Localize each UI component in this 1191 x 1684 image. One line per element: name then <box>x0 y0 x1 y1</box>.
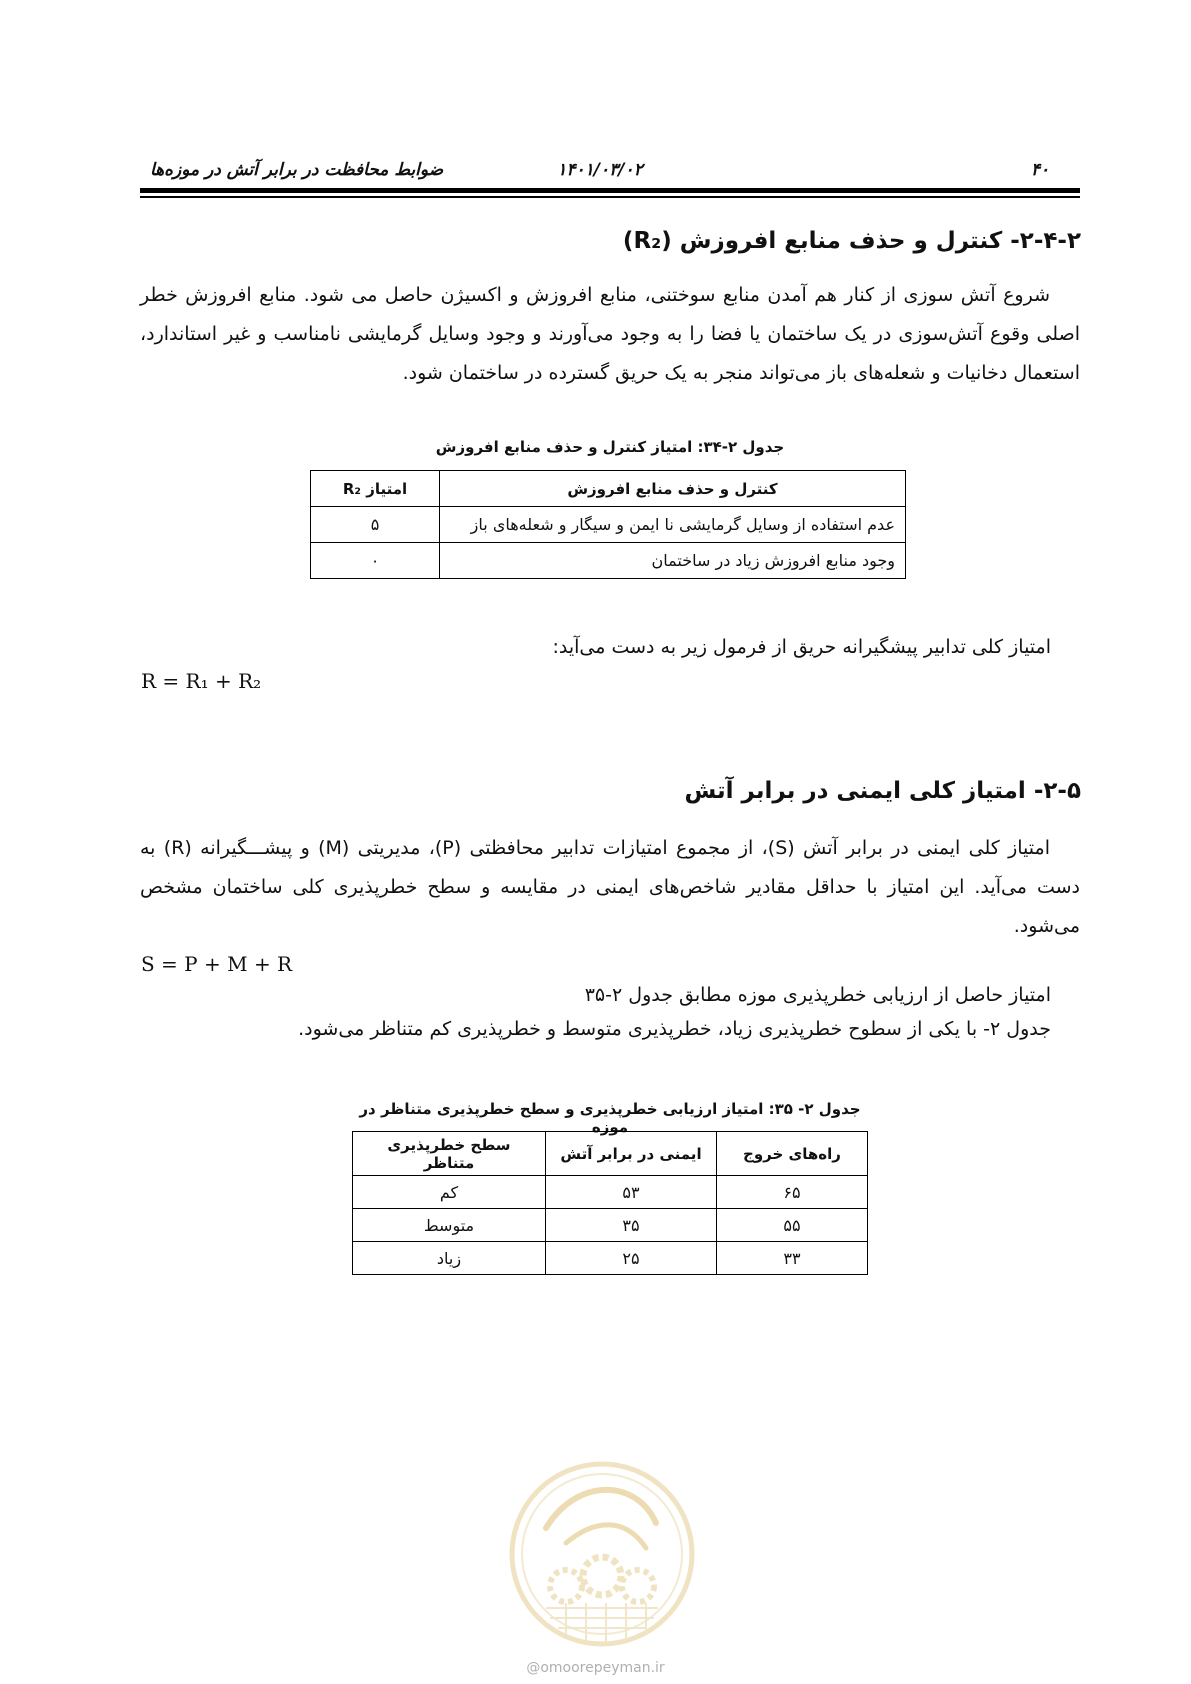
table-cell: ۳۳ <box>717 1242 868 1275</box>
table-header-cell: ایمنی در برابر آتش <box>546 1132 717 1176</box>
table-row <box>353 1176 868 1209</box>
table-cell: وجود منابع افروزش زیاد در ساختمان <box>440 543 906 579</box>
table-header-cell: سطح خطرپذیری متناظر <box>353 1132 546 1176</box>
table-cell: ۲۵ <box>546 1242 717 1275</box>
table-cell: ۶۵ <box>717 1176 868 1209</box>
header-date: ۱۴۰۱/۰۳/۰۲ <box>557 160 643 180</box>
seal-icon <box>506 1458 698 1650</box>
section-heading-r2: ۲-۴-۲- کنترل و حذف منابع افروزش (R₂) <box>622 228 1081 254</box>
table-cell: ۵۳ <box>546 1176 717 1209</box>
table-row <box>311 507 906 543</box>
table-35-caption: جدول ۲- ۳۵: امتیاز ارزیابی خطرپذیری و سطح خطرپذیری متناظر در موزه <box>359 1100 861 1136</box>
table-cell: ۵ <box>311 507 440 543</box>
table-header-row <box>353 1132 868 1176</box>
header-doc-title: ضوابط محافظت در برابر آتش در موزه‌ها <box>150 160 444 180</box>
watermark-logo <box>506 1458 698 1650</box>
site-url: @omoorepeyman.ir <box>526 1660 665 1676</box>
table-34-caption: جدول ۲-۳۴: امتیاز کنترل و حذف منابع افروزش <box>435 438 785 456</box>
table-header-cell: راه‌های خروج <box>717 1132 868 1176</box>
formula-r-intro: امتیاز کلی تدابیر پیشگیرانه حریق از فرمول زیر به دست می‌آید: <box>552 636 1051 658</box>
table-cell: متوسط <box>353 1209 546 1242</box>
header-rule-thick <box>140 188 1080 193</box>
paragraph-r2: شروع آتش سوزی از کنار هم آمدن منابع سوختنی، منابع افروزش و اکسیژن حاصل می شود. منابع افروزش خطر اصلی وقوع آتش‌سوزی در یک ساختمان یا فضا را به وجود می‌آورند و وجود وسایل گرمایشی نامناسب و غیر استاندارد، استعمال دخانیات و شعله‌های باز می‌تواند منجر به یک حریق گسترده در ساختمان شود. <box>140 284 1080 384</box>
table-header-cell: امتیاز R₂ <box>311 471 440 507</box>
table-header-row <box>311 471 906 507</box>
table-cell: عدم استفاده از وسایل گرمایشی نا ایمن و سیگار و شعله‌های باز <box>440 507 906 543</box>
equation-s: S = P + M + R <box>141 952 293 976</box>
table-row <box>311 543 906 579</box>
table-header-cell: کنترل و حذف منابع افروزش <box>440 471 906 507</box>
paragraph-s: امتیاز کلی ایمنی در برابر آتش (S)، از مجموع امتیازات تدابیر محافظتی (P)، مدیریتی (M) و پیشـــگیرانه (R) به دست می‌آید. این امتیاز با حداقل مقادیر شاخص‌های ایمنی در مقایسه و سطح خطرپذیری کلی ساختمان مشخص می‌شود. <box>140 837 1080 937</box>
paragraph-line: جدول ۲- با یکی از سطوح خطرپذیری زیاد، خطرپذیری متوسط و خطرپذیری کم متناظر می‌شود. <box>298 1018 1051 1040</box>
table-cell: کم <box>353 1176 546 1209</box>
table-cell: ۳۵ <box>546 1209 717 1242</box>
table-cell: ۰ <box>311 543 440 579</box>
paragraph-line: امتیاز حاصل از ارزیابی خطرپذیری موزه مطابق جدول ۲-۳۵ <box>584 984 1051 1006</box>
equation-r: R = R₁ + R₂ <box>141 669 262 693</box>
section-heading-s: ۲-۵- امتیاز کلی ایمنی در برابر آتش <box>684 778 1081 804</box>
table-cell: زیاد <box>353 1242 546 1275</box>
table-cell: ۵۵ <box>717 1209 868 1242</box>
page-number: ۴۰ <box>1030 160 1050 180</box>
header-rule-thin <box>140 196 1080 198</box>
table-row <box>353 1209 868 1242</box>
table-35 <box>352 1131 868 1275</box>
table-row <box>353 1242 868 1275</box>
table-34 <box>310 470 906 579</box>
